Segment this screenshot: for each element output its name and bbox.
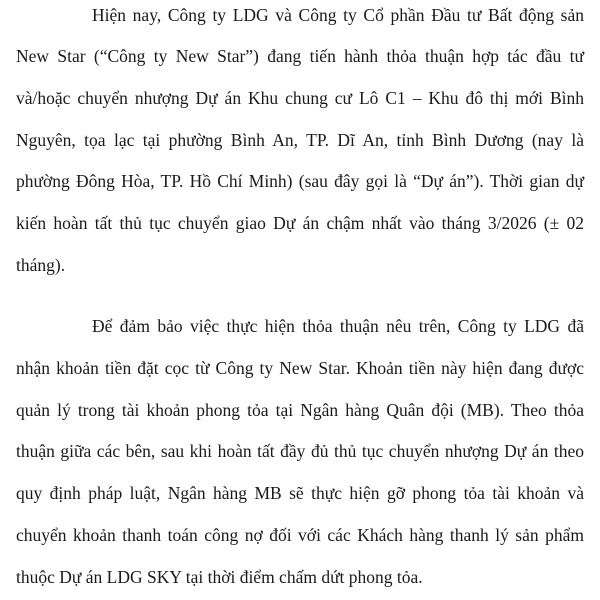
text-line: phường Đông Hòa, TP. Hồ Chí Minh) (sau đây gọi là “Dự án”). Thời gian dự: [16, 171, 584, 191]
text-line: kiến hoàn tất thủ tục chuyển giao Dự án chậm nhất vào tháng 3/2026 (± 02: [16, 213, 584, 233]
text-line: quy định pháp luật, Ngân hàng MB sẽ thực hiện gỡ phong tỏa tài khoản và: [16, 483, 584, 503]
text-line: chuyển khoản thanh toán công nợ đối với các Khách hàng thanh lý sản phẩm: [16, 525, 584, 545]
text-line: quản lý trong tài khoản phong tỏa tại Ngân hàng Quân đội (MB). Theo thỏa: [16, 400, 584, 420]
text-line: thuận giữa các bên, sau khi hoàn tất đầy đủ thủ tục chuyển nhượng Dự án theo: [16, 441, 584, 461]
text-line: Để đảm bảo việc thực hiện thỏa thuận nêu trên, Công ty LDG đã: [92, 316, 584, 336]
text-line: Hiện nay, Công ty LDG và Công ty Cổ phần Đầu tư Bất động sản: [92, 5, 584, 25]
text-line: nhận khoản tiền đặt cọc từ Công ty New Star. Khoản tiền này hiện đang được: [16, 358, 584, 378]
text-line: New Star (“Công ty New Star”) đang tiến hành thỏa thuận hợp tác đầu tư: [16, 46, 584, 66]
text-line: Nguyên, tọa lạc tại phường Bình An, TP. Dĩ An, tỉnh Bình Dương (nay là: [16, 130, 584, 150]
text-line: tháng).: [16, 255, 66, 275]
text-line: thuộc Dự án LDG SKY tại thời điểm chấm dứt phong tỏa.: [16, 567, 423, 587]
text-line: và/hoặc chuyển nhượng Dự án Khu chung cư Lô C1 – Khu đô thị mới Bình: [16, 88, 584, 108]
